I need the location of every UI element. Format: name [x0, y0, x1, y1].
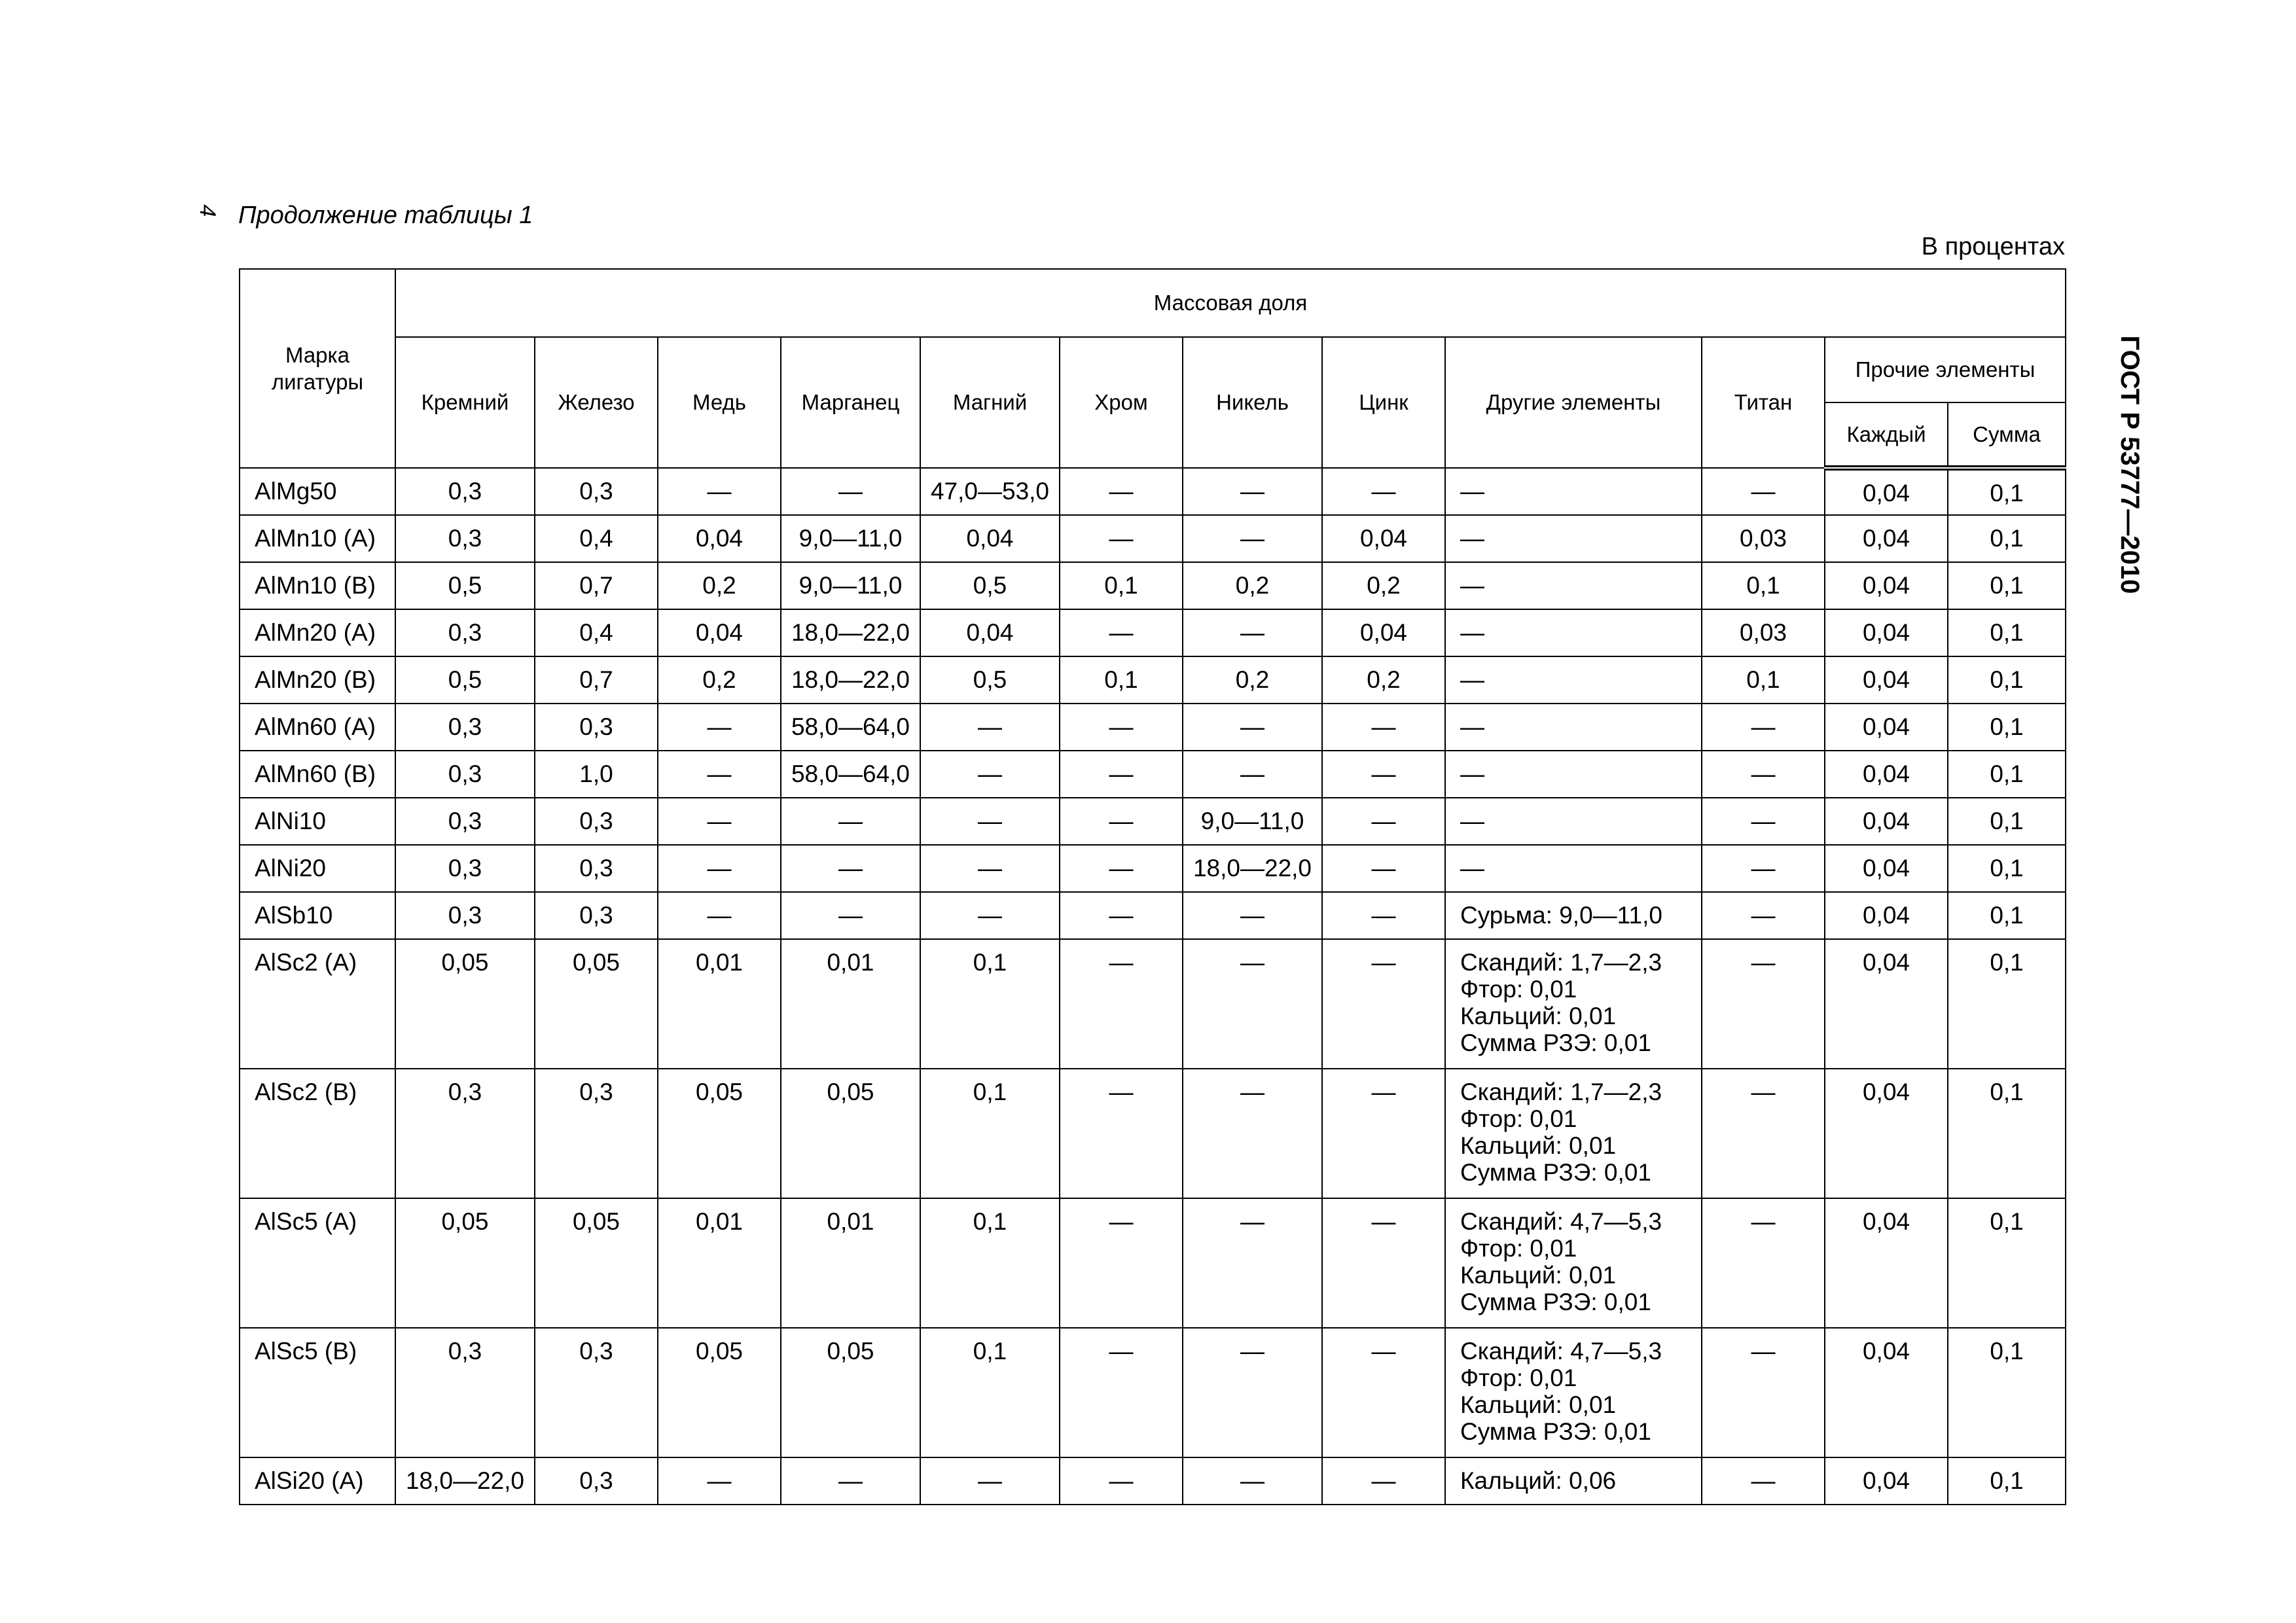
cell-nickel: —: [1183, 468, 1322, 515]
cell-magnesium: —: [920, 798, 1060, 845]
other-element-line: Сумма РЗЭ: 0,01: [1460, 1289, 1651, 1315]
other-element-line: Скандий: 1,7—2,3: [1460, 949, 1662, 976]
header-misc-elements: Прочие элементы: [1825, 337, 2066, 402]
cell-grade: AlMn10 (B): [240, 562, 395, 609]
other-element-line: Кальций: 0,01: [1460, 1003, 1617, 1029]
table-row: [240, 892, 2066, 939]
header-iron: Железо: [535, 337, 658, 468]
cell-silicon: 0,3: [395, 515, 535, 562]
other-element-line: Скандий: 1,7—2,3: [1460, 1079, 1662, 1105]
cell-magnesium: 0,04: [920, 515, 1060, 562]
other-element-line: Фтор: 0,01: [1460, 1364, 1577, 1391]
cell-silicon: 18,0—22,0: [395, 1457, 535, 1505]
cell-manganese: —: [781, 892, 920, 939]
cell-titanium: —: [1702, 1457, 1825, 1505]
cell-iron: 0,3: [535, 468, 658, 515]
other-element-line: —: [1460, 855, 1484, 882]
cell-nickel: —: [1183, 892, 1322, 939]
cell-other-elements: [1445, 468, 1702, 515]
cell-silicon: 0,3: [395, 892, 535, 939]
cell-sum: 0,1: [1948, 468, 2066, 515]
cell-magnesium: 0,5: [920, 656, 1060, 704]
cell-nickel: 18,0—22,0: [1183, 845, 1322, 892]
header-titanium: Титан: [1702, 337, 1825, 468]
cell-sum: 0,1: [1948, 562, 2066, 609]
cell-zinc: 0,04: [1322, 515, 1445, 562]
cell-titanium: —: [1702, 751, 1825, 798]
cell-nickel: —: [1183, 1328, 1322, 1457]
cell-chromium: 0,1: [1060, 656, 1183, 704]
cell-nickel: —: [1183, 1457, 1322, 1505]
cell-nickel: —: [1183, 939, 1322, 1069]
cell-grade: AlSc5 (B): [240, 1328, 395, 1457]
cell-magnesium: —: [920, 751, 1060, 798]
cell-zinc: 0,04: [1322, 609, 1445, 656]
cell-grade: AlSc2 (B): [240, 1069, 395, 1198]
cell-manganese: 9,0—11,0: [781, 515, 920, 562]
cell-chromium: —: [1060, 939, 1183, 1069]
cell-zinc: —: [1322, 892, 1445, 939]
cell-manganese: 0,05: [781, 1328, 920, 1457]
cell-grade: AlMn20 (B): [240, 656, 395, 704]
cell-manganese: 0,05: [781, 1069, 920, 1198]
cell-silicon: 0,3: [395, 468, 535, 515]
cell-zinc: —: [1322, 751, 1445, 798]
cell-chromium: —: [1060, 892, 1183, 939]
cell-iron: 0,3: [535, 704, 658, 751]
table-row: [240, 751, 2066, 798]
cell-silicon: 0,3: [395, 1328, 535, 1457]
cell-grade: AlMn60 (A): [240, 704, 395, 751]
cell-each: 0,04: [1825, 1069, 1948, 1198]
cell-manganese: —: [781, 798, 920, 845]
cell-iron: 0,3: [535, 798, 658, 845]
other-element-line: Кальций: 0,01: [1460, 1391, 1617, 1418]
cell-nickel: 9,0—11,0: [1183, 798, 1322, 845]
table-row: [240, 1328, 2066, 1457]
cell-nickel: 0,2: [1183, 656, 1322, 704]
cell-iron: 0,7: [535, 562, 658, 609]
cell-nickel: —: [1183, 704, 1322, 751]
other-element-line: Сурьма: 9,0—11,0: [1460, 902, 1662, 929]
other-element-line: —: [1460, 478, 1484, 505]
cell-copper: 0,04: [658, 609, 781, 656]
cell-other-elements: [1445, 704, 1702, 751]
cell-iron: 0,3: [535, 1457, 658, 1505]
cell-titanium: —: [1702, 704, 1825, 751]
cell-grade: AlMn10 (A): [240, 515, 395, 562]
cell-nickel: —: [1183, 515, 1322, 562]
cell-iron: 0,4: [535, 609, 658, 656]
cell-each: 0,04: [1825, 1328, 1948, 1457]
cell-silicon: 0,05: [395, 1198, 535, 1328]
cell-titanium: 0,1: [1702, 656, 1825, 704]
cell-copper: —: [658, 845, 781, 892]
cell-magnesium: —: [920, 1457, 1060, 1505]
other-element-line: —: [1460, 760, 1484, 787]
cell-iron: 0,05: [535, 939, 658, 1069]
cell-copper: —: [658, 704, 781, 751]
cell-each: 0,04: [1825, 515, 1948, 562]
cell-zinc: —: [1322, 1069, 1445, 1198]
other-element-line: —: [1460, 808, 1484, 834]
cell-other-elements: [1445, 515, 1702, 562]
cell-titanium: —: [1702, 1069, 1825, 1198]
cell-manganese: 58,0—64,0: [781, 704, 920, 751]
cell-grade: AlSc5 (A): [240, 1198, 395, 1328]
cell-silicon: 0,3: [395, 798, 535, 845]
cell-zinc: —: [1322, 798, 1445, 845]
table-row: [240, 515, 2066, 562]
cell-zinc: —: [1322, 939, 1445, 1069]
table-row: [240, 1069, 2066, 1198]
other-element-line: Фтор: 0,01: [1460, 1105, 1577, 1132]
cell-sum: 0,1: [1948, 939, 2066, 1069]
cell-grade: AlNi20: [240, 845, 395, 892]
cell-copper: 0,05: [658, 1328, 781, 1457]
cell-nickel: 0,2: [1183, 562, 1322, 609]
cell-titanium: 0,03: [1702, 609, 1825, 656]
cell-iron: 0,3: [535, 892, 658, 939]
cell-sum: 0,1: [1948, 1457, 2066, 1505]
cell-silicon: 0,5: [395, 562, 535, 609]
other-element-line: —: [1460, 713, 1484, 740]
cell-each: 0,04: [1825, 939, 1948, 1069]
table-header: [240, 269, 2066, 468]
other-element-line: Сумма РЗЭ: 0,01: [1460, 1029, 1651, 1056]
page-number: 4: [195, 204, 220, 217]
cell-other-elements: [1445, 1328, 1702, 1457]
cell-each: 0,04: [1825, 798, 1948, 845]
cell-copper: 0,04: [658, 515, 781, 562]
cell-grade: AlMn20 (A): [240, 609, 395, 656]
other-element-line: —: [1460, 572, 1484, 599]
cell-copper: —: [658, 1457, 781, 1505]
cell-zinc: —: [1322, 468, 1445, 515]
cell-each: 0,04: [1825, 845, 1948, 892]
cell-each: 0,04: [1825, 562, 1948, 609]
cell-titanium: —: [1702, 468, 1825, 515]
cell-copper: —: [658, 468, 781, 515]
cell-silicon: 0,5: [395, 656, 535, 704]
cell-titanium: —: [1702, 845, 1825, 892]
cell-sum: 0,1: [1948, 515, 2066, 562]
cell-manganese: 0,01: [781, 939, 920, 1069]
units-note: В процентах: [1921, 233, 2065, 260]
cell-grade: AlSc2 (A): [240, 939, 395, 1069]
cell-other-elements: [1445, 798, 1702, 845]
cell-sum: 0,1: [1948, 751, 2066, 798]
cell-sum: 0,1: [1948, 656, 2066, 704]
cell-zinc: 0,2: [1322, 562, 1445, 609]
cell-magnesium: 0,04: [920, 609, 1060, 656]
table-row: [240, 1457, 2066, 1505]
cell-zinc: —: [1322, 704, 1445, 751]
other-element-line: Фтор: 0,01: [1460, 976, 1577, 1003]
table-row: [240, 1198, 2066, 1328]
cell-grade: AlMg50: [240, 468, 395, 515]
table-row: [240, 562, 2066, 609]
cell-grade: AlMn60 (B): [240, 751, 395, 798]
other-element-line: —: [1460, 619, 1484, 646]
cell-titanium: 0,1: [1702, 562, 1825, 609]
cell-silicon: 0,3: [395, 1069, 535, 1198]
cell-iron: 0,05: [535, 1198, 658, 1328]
header-zinc: Цинк: [1322, 337, 1445, 468]
cell-each: 0,04: [1825, 1457, 1948, 1505]
cell-copper: 0,01: [658, 939, 781, 1069]
cell-each: 0,04: [1825, 656, 1948, 704]
cell-silicon: 0,05: [395, 939, 535, 1069]
header-grade: Марка лигатуры: [240, 269, 395, 468]
cell-nickel: —: [1183, 1069, 1322, 1198]
cell-chromium: —: [1060, 704, 1183, 751]
cell-silicon: 0,3: [395, 845, 535, 892]
cell-each: 0,04: [1825, 704, 1948, 751]
cell-sum: 0,1: [1948, 892, 2066, 939]
other-element-line: Кальций: 0,01: [1460, 1262, 1617, 1289]
other-element-line: Кальций: 0,06: [1460, 1467, 1617, 1494]
cell-copper: —: [658, 892, 781, 939]
composition-table: [239, 268, 2066, 1505]
header-sum: Сумма: [1948, 402, 2066, 468]
cell-manganese: 0,01: [781, 1198, 920, 1328]
header-copper: Медь: [658, 337, 781, 468]
cell-titanium: —: [1702, 1328, 1825, 1457]
cell-other-elements: [1445, 892, 1702, 939]
cell-manganese: 18,0—22,0: [781, 656, 920, 704]
cell-titanium: —: [1702, 798, 1825, 845]
cell-magnesium: 47,0—53,0: [920, 468, 1060, 515]
document-code: ГОСТ Р 53777—2010: [2115, 335, 2144, 594]
cell-other-elements: [1445, 1457, 1702, 1505]
header-each: Каждый: [1825, 402, 1948, 468]
table-row: [240, 468, 2066, 515]
cell-other-elements: [1445, 609, 1702, 656]
other-element-line: Скандий: 4,7—5,3: [1460, 1338, 1662, 1364]
cell-copper: —: [658, 751, 781, 798]
cell-grade: AlSb10: [240, 892, 395, 939]
cell-magnesium: 0,5: [920, 562, 1060, 609]
cell-chromium: —: [1060, 515, 1183, 562]
cell-chromium: —: [1060, 751, 1183, 798]
table-row: [240, 656, 2066, 704]
cell-each: 0,04: [1825, 609, 1948, 656]
cell-other-elements: [1445, 845, 1702, 892]
other-element-line: —: [1460, 525, 1484, 552]
cell-magnesium: —: [920, 892, 1060, 939]
cell-chromium: —: [1060, 1198, 1183, 1328]
cell-copper: 0,05: [658, 1069, 781, 1198]
table-caption: Продолжение таблицы 1: [238, 202, 533, 229]
cell-each: 0,04: [1825, 468, 1948, 515]
cell-titanium: —: [1702, 939, 1825, 1069]
cell-zinc: —: [1322, 1198, 1445, 1328]
cell-iron: 0,4: [535, 515, 658, 562]
cell-copper: 0,2: [658, 562, 781, 609]
cell-other-elements: [1445, 1198, 1702, 1328]
cell-iron: 0,3: [535, 1328, 658, 1457]
cell-each: 0,04: [1825, 751, 1948, 798]
cell-silicon: 0,3: [395, 609, 535, 656]
other-element-line: Сумма РЗЭ: 0,01: [1460, 1418, 1651, 1445]
cell-chromium: —: [1060, 1069, 1183, 1198]
cell-other-elements: [1445, 1069, 1702, 1198]
cell-titanium: —: [1702, 892, 1825, 939]
cell-each: 0,04: [1825, 892, 1948, 939]
header-nickel: Никель: [1183, 337, 1322, 468]
cell-copper: 0,01: [658, 1198, 781, 1328]
other-element-line: Сумма РЗЭ: 0,01: [1460, 1159, 1651, 1186]
other-element-line: Фтор: 0,01: [1460, 1235, 1577, 1262]
cell-chromium: 0,1: [1060, 562, 1183, 609]
cell-zinc: —: [1322, 1328, 1445, 1457]
cell-zinc: —: [1322, 1457, 1445, 1505]
cell-nickel: —: [1183, 609, 1322, 656]
cell-chromium: —: [1060, 468, 1183, 515]
header-manganese: Марганец: [781, 337, 920, 468]
cell-sum: 0,1: [1948, 1069, 2066, 1198]
table-row: [240, 704, 2066, 751]
table-row: [240, 939, 2066, 1069]
cell-manganese: —: [781, 845, 920, 892]
table-row: [240, 845, 2066, 892]
cell-grade: AlNi10: [240, 798, 395, 845]
cell-silicon: 0,3: [395, 704, 535, 751]
other-element-line: Скандий: 4,7—5,3: [1460, 1208, 1662, 1235]
cell-other-elements: [1445, 939, 1702, 1069]
cell-nickel: —: [1183, 1198, 1322, 1328]
cell-magnesium: 0,1: [920, 1328, 1060, 1457]
cell-other-elements: [1445, 751, 1702, 798]
cell-grade: AlSi20 (A): [240, 1457, 395, 1505]
table-row: [240, 609, 2066, 656]
cell-other-elements: [1445, 656, 1702, 704]
header-silicon: Кремний: [395, 337, 535, 468]
other-element-line: Кальций: 0,01: [1460, 1132, 1617, 1159]
cell-magnesium: 0,1: [920, 1198, 1060, 1328]
cell-zinc: 0,2: [1322, 656, 1445, 704]
cell-magnesium: 0,1: [920, 939, 1060, 1069]
cell-iron: 0,3: [535, 1069, 658, 1198]
cell-manganese: 9,0—11,0: [781, 562, 920, 609]
cell-sum: 0,1: [1948, 609, 2066, 656]
table-row: [240, 798, 2066, 845]
cell-iron: 1,0: [535, 751, 658, 798]
cell-sum: 0,1: [1948, 845, 2066, 892]
cell-copper: —: [658, 798, 781, 845]
cell-copper: 0,2: [658, 656, 781, 704]
cell-sum: 0,1: [1948, 798, 2066, 845]
cell-each: 0,04: [1825, 1198, 1948, 1328]
cell-chromium: —: [1060, 798, 1183, 845]
cell-manganese: —: [781, 1457, 920, 1505]
cell-manganese: —: [781, 468, 920, 515]
header-magnesium: Магний: [920, 337, 1060, 468]
cell-manganese: 58,0—64,0: [781, 751, 920, 798]
cell-titanium: —: [1702, 1198, 1825, 1328]
cell-silicon: 0,3: [395, 751, 535, 798]
cell-chromium: —: [1060, 609, 1183, 656]
cell-sum: 0,1: [1948, 1198, 2066, 1328]
cell-chromium: —: [1060, 1457, 1183, 1505]
cell-manganese: 18,0—22,0: [781, 609, 920, 656]
cell-magnesium: —: [920, 704, 1060, 751]
cell-zinc: —: [1322, 845, 1445, 892]
other-element-line: —: [1460, 666, 1484, 693]
header-other-elements: Другие элементы: [1445, 337, 1702, 468]
cell-nickel: —: [1183, 751, 1322, 798]
cell-chromium: —: [1060, 1328, 1183, 1457]
header-chromium: Хром: [1060, 337, 1183, 468]
cell-other-elements: [1445, 562, 1702, 609]
cell-iron: 0,3: [535, 845, 658, 892]
cell-sum: 0,1: [1948, 704, 2066, 751]
table-body: [240, 468, 2066, 1505]
cell-sum: 0,1: [1948, 1328, 2066, 1457]
cell-iron: 0,7: [535, 656, 658, 704]
cell-chromium: —: [1060, 845, 1183, 892]
cell-magnesium: 0,1: [920, 1069, 1060, 1198]
cell-magnesium: —: [920, 845, 1060, 892]
cell-titanium: 0,03: [1702, 515, 1825, 562]
header-mass-fraction: Массовая доля: [395, 269, 2066, 337]
